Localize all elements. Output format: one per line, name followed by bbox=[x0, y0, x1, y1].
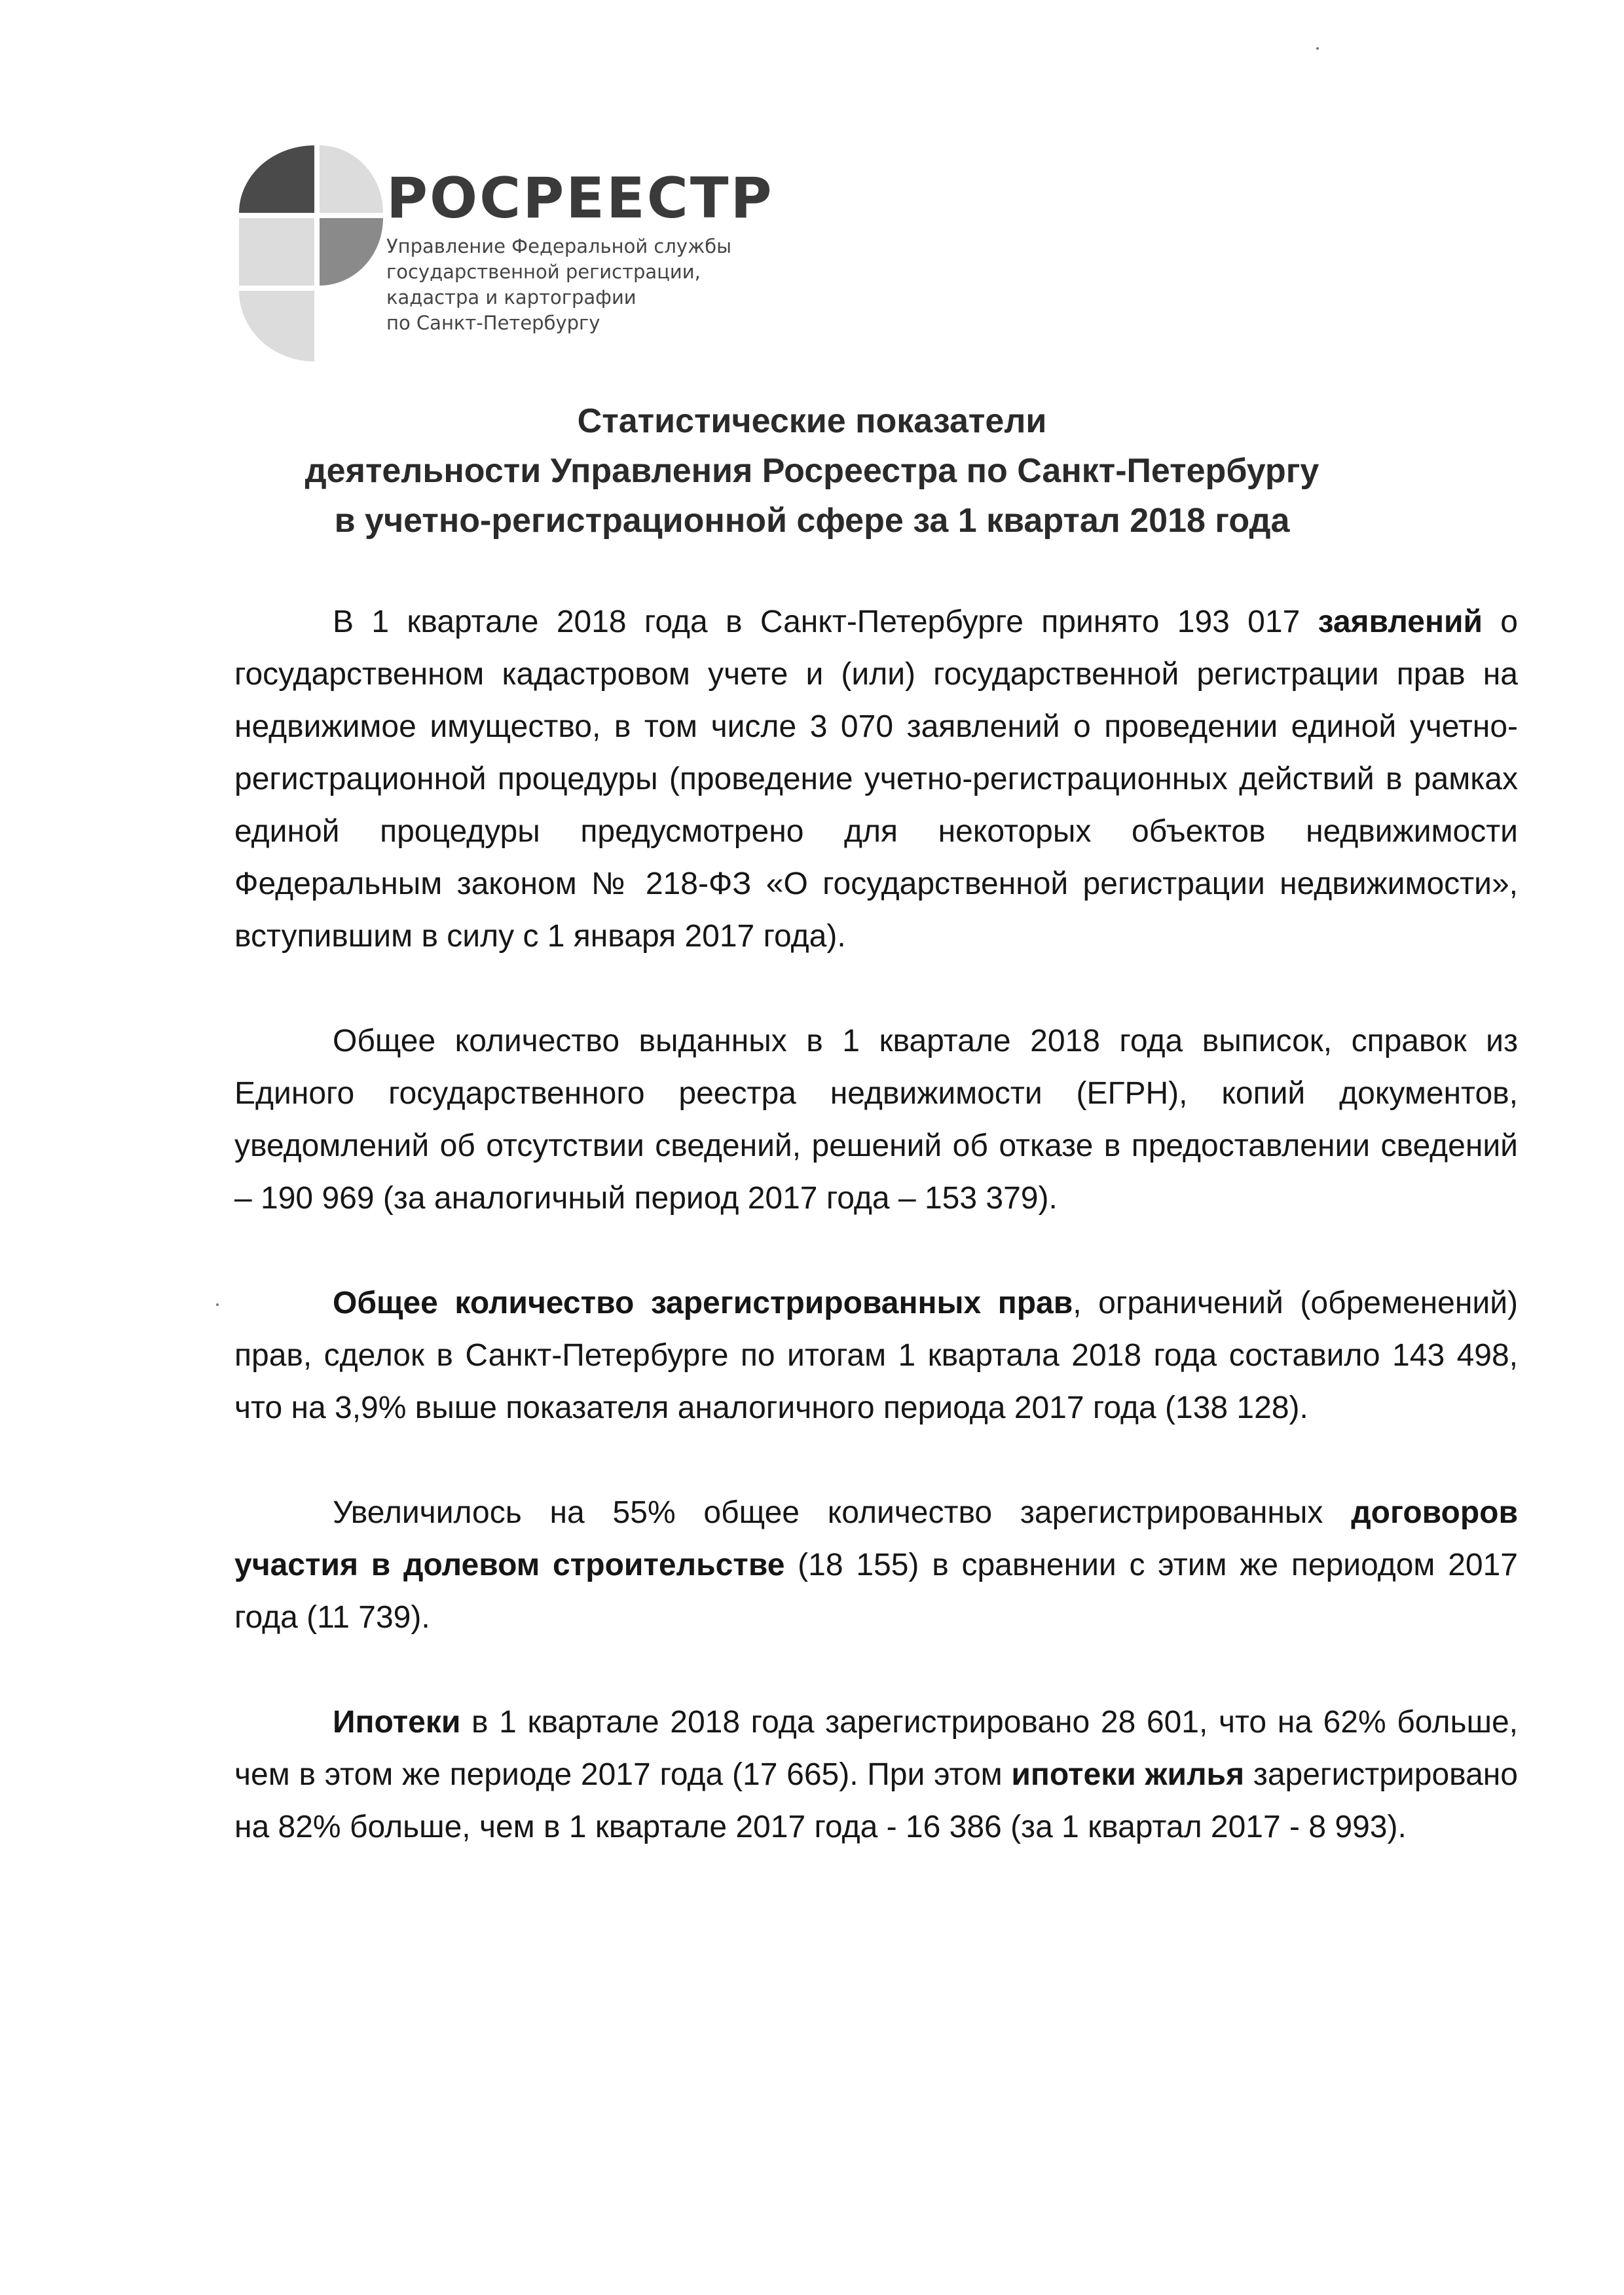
logo-title: РОСРЕЕСТР bbox=[386, 166, 774, 231]
logo-subtitle-line: кадастра и картографии bbox=[386, 286, 637, 308]
text-segment: в 1 квартале 2018 года зарегистрировано 28 601, что на 62% больше, чем в этом же периоде 2017 года (17 665). При этом bbox=[234, 1705, 1518, 1792]
document-body bbox=[234, 596, 1518, 1854]
logo-subtitle bbox=[386, 234, 731, 336]
paragraph-registered-rights bbox=[234, 1277, 1518, 1434]
text-segment: (18 155) в сравнении с этим же периодом 2017 года (11 739). bbox=[234, 1548, 1518, 1635]
emblem-mid-left-block bbox=[239, 218, 314, 286]
logo-subtitle-line: по Санкт-Петербургу bbox=[386, 312, 600, 334]
paragraph-mortgages bbox=[234, 1696, 1518, 1854]
bold-text-segment: ипотеки жилья bbox=[1011, 1757, 1245, 1792]
emblem-top-left-quarter bbox=[239, 145, 314, 213]
text-segment: о государственном кадастровом учете и (или) государственной регистрации прав на недвижимое имущество, в том числе 3 070 заявлений о проведении единой учетно-регистрационной процедуры (проведение учетно-регистрационных действий в рамках единой процедуры предусмотрено для некоторых объектов недвижимости Федеральным законом № 218-ФЗ «О государственной регистрации недвижимости», вступившим в силу с 1 января 2017 года). bbox=[234, 605, 1519, 954]
text-segment: В 1 квартале 2018 года в Санкт-Петербурге принято 193 017 bbox=[333, 605, 1318, 639]
bold-text-segment: заявлений bbox=[1318, 605, 1483, 639]
scan-speck bbox=[1316, 47, 1319, 50]
paragraph-shared-construction bbox=[234, 1487, 1518, 1644]
rosreestr-logo bbox=[239, 145, 828, 368]
text-segment: , ограничений (обременений) прав, сделок в Санкт-Петербурге по итогам 1 квартала 2018 года составило 143 498, что на 3,9% выше показателя аналогичного периода 2017 года (138 128). bbox=[234, 1286, 1518, 1425]
rosreestr-emblem-icon bbox=[239, 145, 403, 368]
paragraph-issued-documents bbox=[234, 1015, 1518, 1225]
emblem-mid-right-quarter bbox=[320, 218, 383, 286]
title-line: Статистические показатели bbox=[577, 402, 1047, 440]
title-line: в учетно-регистрационной сфере за 1 квартал 2018 года bbox=[334, 502, 1290, 540]
bold-text-segment: Общее количество зарегистрированных прав bbox=[333, 1286, 1073, 1320]
title-line: деятельности Управления Росреестра по Санкт-Петербургу bbox=[304, 452, 1320, 490]
emblem-top-right-quarter bbox=[320, 145, 383, 213]
bold-text-segment: Ипотеки bbox=[333, 1705, 461, 1740]
bold-text-segment: договоров участия в долевом строительстве bbox=[234, 1495, 1518, 1582]
document-title bbox=[196, 396, 1428, 546]
logo-subtitle-line: государственной регистрации, bbox=[386, 261, 701, 283]
text-segment: зарегистрировано на 82% больше, чем в 1 квартале 2017 года - 16 386 (за 1 квартал 2017 - 8 993). bbox=[234, 1757, 1518, 1844]
emblem-bottom-left-quarter bbox=[239, 291, 314, 362]
text-segment: Увеличилось на 55% общее количество зарегистрированных bbox=[333, 1495, 1352, 1530]
logo-subtitle-line: Управление Федеральной службы bbox=[386, 235, 731, 257]
paragraph-applications bbox=[234, 596, 1518, 963]
text-segment: Общее количество выданных в 1 квартале 2018 года выписок, справок из Единого государственного реестра недвижимости (ЕГРН), копий документов, уведомлений об отсутствии сведений, решений об отказе в предоставлении сведений – 190 969 (за аналогичный период 2017 года – 153 379). bbox=[234, 1024, 1518, 1216]
scan-speck bbox=[216, 1303, 219, 1306]
